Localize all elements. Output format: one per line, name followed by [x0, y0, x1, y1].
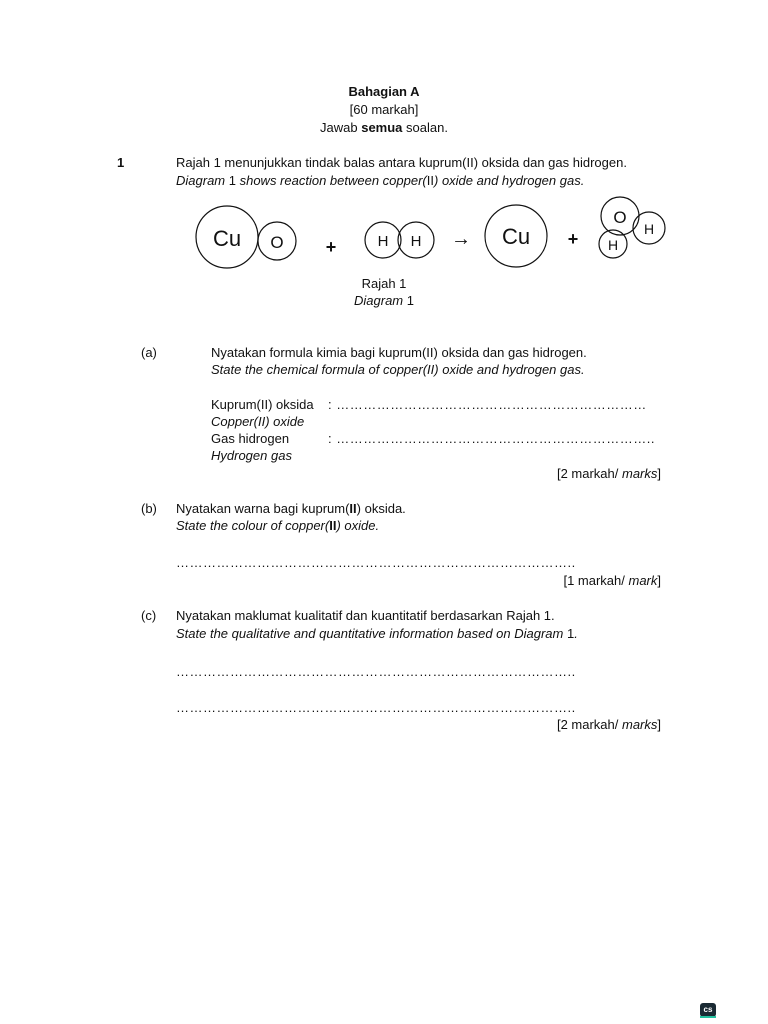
part-b-en-ii: II [329, 518, 337, 533]
part-b-marks-prefix: [1 markah/ [563, 573, 629, 588]
camscanner-logo: cs [700, 1003, 716, 1017]
intro-en-ii: II [426, 173, 434, 188]
part-b-question-en [176, 518, 379, 533]
part-b-marks [563, 573, 661, 588]
h-label-2: H [410, 233, 422, 250]
formula-1-answer-line[interactable]: : …………………………………………………………… [328, 397, 647, 412]
intro-en-num: 1 [228, 173, 236, 188]
part-a-marks-prefix: [2 markah/ [556, 466, 622, 481]
section-marks: [60 markah] [349, 102, 419, 117]
cu-label-left: Cu [212, 226, 242, 251]
part-c-marks-prefix: [2 markah/ [556, 717, 622, 732]
part-b-ms-2: ) oksida. [356, 501, 406, 516]
section-title: Bahagian A [348, 84, 420, 99]
part-b-en-2: ) oxide. [336, 518, 380, 533]
part-a-label: (a) [141, 345, 157, 360]
part-b-en-1: State the colour of copper( [176, 518, 330, 533]
part-b-marks-suffix: ] [657, 573, 661, 588]
section-instruction [0, 120, 768, 135]
formula-1-label-en: Copper(II) oxide [211, 414, 305, 429]
diagram-caption-ms: Rajah 1 [361, 276, 407, 291]
part-a-question-ms: Nyatakan formula kimia bagi kuprum(II) oksida dan gas hidrogen. [211, 345, 587, 360]
part-c-answer-line-1[interactable]: …………………………………………………………………………….. [176, 664, 576, 679]
o-label-right: O [613, 208, 627, 227]
part-a-question-en: State the chemical formula of copper(II) oxide and hydrogen gas. [211, 362, 585, 377]
part-c-marks-word: marks [621, 717, 658, 732]
reaction-arrow: → [451, 228, 471, 250]
part-c-en-num: 1 [566, 626, 575, 641]
part-c-en-2: . [574, 626, 578, 641]
formula-2-label-en: Hydrogen gas [211, 448, 292, 463]
h-label-1: H [377, 233, 389, 250]
formula-2-answer-line[interactable]: : …………………………………………………………….. [328, 431, 655, 446]
intro-en-2: shows reaction between copper( [235, 173, 427, 188]
formula-2-label-ms: Gas hidrogen [211, 431, 290, 446]
part-b-ms-1: Nyatakan warna bagi kuprum( [176, 501, 350, 516]
question-intro-en [176, 173, 584, 188]
plus-sign-2: + [567, 229, 579, 249]
caption-en-num: 1 [403, 293, 414, 308]
h-label-3: H [643, 221, 655, 237]
intro-en-3: ) oxide and hydrogen gas. [434, 173, 585, 188]
intro-en-1: Diagram [176, 173, 229, 188]
part-b-question-ms [176, 501, 406, 516]
instruction-prefix: Jawab [320, 120, 362, 135]
part-a-marks-word: marks [621, 466, 658, 481]
formula-1-label-ms: Kuprum(II) oksida [211, 397, 314, 412]
o-label-left: O [270, 233, 284, 252]
question-intro-ms: Rajah 1 menunjukkan tindak balas antara kuprum(II) oksida dan gas hidrogen. [176, 155, 627, 170]
diagram-caption-en [0, 293, 768, 308]
part-c-label: (c) [141, 608, 157, 623]
part-b-answer-line[interactable]: …………………………………………………………………………….. [176, 555, 576, 570]
plus-sign-1: + [325, 237, 337, 257]
reaction-diagram [0, 195, 768, 275]
part-a-marks [557, 466, 661, 481]
cu-label-right: Cu [501, 224, 531, 249]
h-label-4: H [607, 237, 619, 253]
part-a-marks-suffix: ] [657, 466, 661, 481]
caption-en-word: Diagram [354, 293, 404, 308]
part-c-marks [557, 717, 661, 732]
part-c-marks-suffix: ] [657, 717, 661, 732]
part-b-marks-word: mark [628, 573, 658, 588]
part-b-label: (b) [141, 501, 157, 516]
instruction-suffix: soalan. [402, 120, 448, 135]
part-c-en-1: State the qualitative and quantitative information based on Diagram [176, 626, 567, 641]
part-c-question-ms: Nyatakan maklumat kualitatif dan kuantitatif berdasarkan Rajah 1. [176, 608, 555, 623]
part-c-question-en [176, 626, 578, 641]
part-b-ms-ii: II [349, 501, 357, 516]
camscanner-logo-bar [700, 1016, 716, 1018]
question-number: 1 [117, 155, 125, 170]
instruction-bold: semua [361, 120, 403, 135]
part-c-answer-line-2[interactable]: …………………………………………………………………………….. [176, 700, 576, 715]
